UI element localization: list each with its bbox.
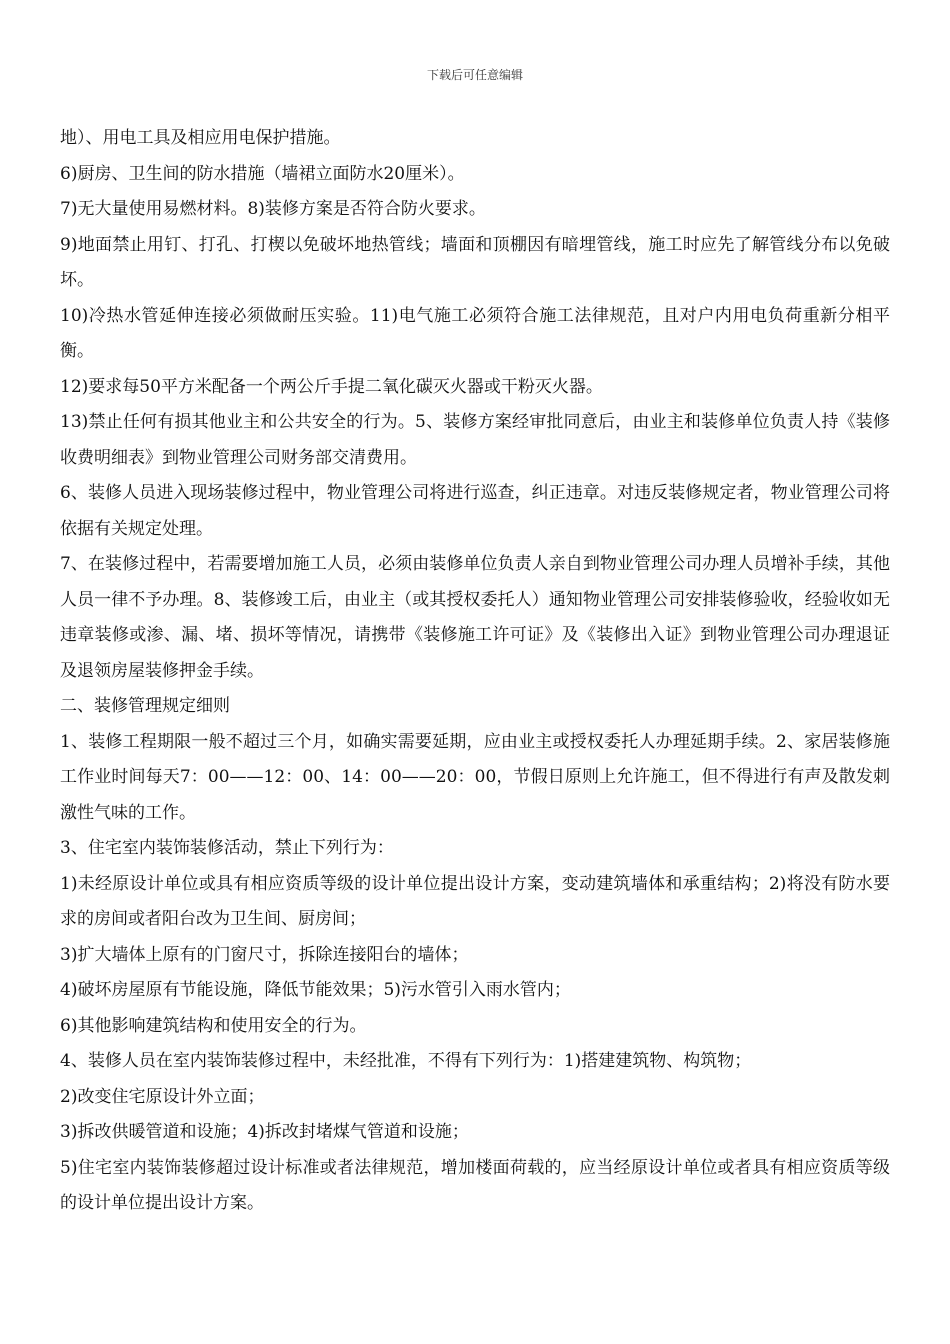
section-heading: 二、装修管理规定细则 [60,696,230,716]
paragraph: 3)扩大墙体上原有的门窗尺寸，拆除连接阳台的墙体； [60,944,469,965]
paragraph: 5)住宅室内装饰装修超过设计标准或者法律规范，增加楼面荷载的，应当经原设计单位或者具有相应资质等级的设计单位提出设计方案。 [60,1157,890,1213]
paragraph: 6)厨房、卫生间的防水措施（墙裙立面防水20厘米）。 [60,163,465,184]
paragraph: 3、住宅室内装饰装修活动，禁止下列行为： [60,838,394,858]
paragraph: 地）、用电工具及相应用电保护措施。 [60,128,341,148]
paragraph: 9)地面禁止用钉、打孔、打楔以免破坏地热管线；墙面和顶棚因有暗埋管线，施工时应先了解管线分布以免破坏。 [60,234,890,290]
paragraph: 7)无大量使用易燃材料。8)装修方案是否符合防火要求。 [60,199,486,219]
paragraph: 2)改变住宅原设计外立面； [60,1086,265,1107]
paragraph: 3)拆改供暖管道和设施；4)拆改封堵煤气管道和设施； [60,1122,469,1142]
paragraph: 12)要求每50平方米配备一个两公斤手提二氧化碳灭火器或干粉灭火器。 [60,376,603,397]
paragraph: 1、装修工程期限一般不超过三个月，如确实需要延期，应由业主或授权委托人办理延期手续。2、家居装修施工作业时间每天7：00——12：00、14：00——20：00，节假日原则上允许施工，但不得进行有声及散发刺激性气味的工作。 [60,731,890,823]
document-body [60,121,890,1222]
paragraph: 10)冷热水管延伸连接必须做耐压实验。11)电气施工必须符合施工法律规范，且对户内用电负荷重新分相平衡。 [60,305,890,361]
paragraph: 1)未经原设计单位或具有相应资质等级的设计单位提出设计方案，变动建筑墙体和承重结构；2)将没有防水要求的房间或者阳台改为卫生间、厨房间； [60,873,890,929]
page-header: 下载后可任意编辑 [426,68,523,82]
paragraph: 4)破坏房屋原有节能设施，降低节能效果；5)污水管引入雨水管内； [60,980,571,1000]
paragraph: 6、装修人员进入现场装修过程中，物业管理公司将进行巡查，纠正违章。对违反装修规定者，物业管理公司将依据有关规定处理。 [60,483,890,539]
paragraph: 7、在装修过程中，若需要增加施工人员，必须由装修单位负责人亲自到物业管理公司办理人员增补手续，其他人员一律不予办理。8、装修竣工后，由业主（或其授权委托人）通知物业管理公司安排装修验收，经验收如无违章装修或渗、漏、堵、损坏等情况，请携带《装修施工许可证》及《装修出入证》到物业管理公司办理退证及退领房屋装修押金手续。 [60,554,890,681]
paragraph: 6)其他影响建筑结构和使用安全的行为。 [60,1015,367,1036]
paragraph: 4、装修人员在室内装饰装修过程中，未经批准，不得有下列行为：1)搭建建筑物、构筑物； [60,1051,752,1071]
paragraph: 13)禁止任何有损其他业主和公共安全的行为。5、装修方案经审批同意后，由业主和装修单位负责人持《装修收费明细表》到物业管理公司财务部交清费用。 [60,412,890,468]
